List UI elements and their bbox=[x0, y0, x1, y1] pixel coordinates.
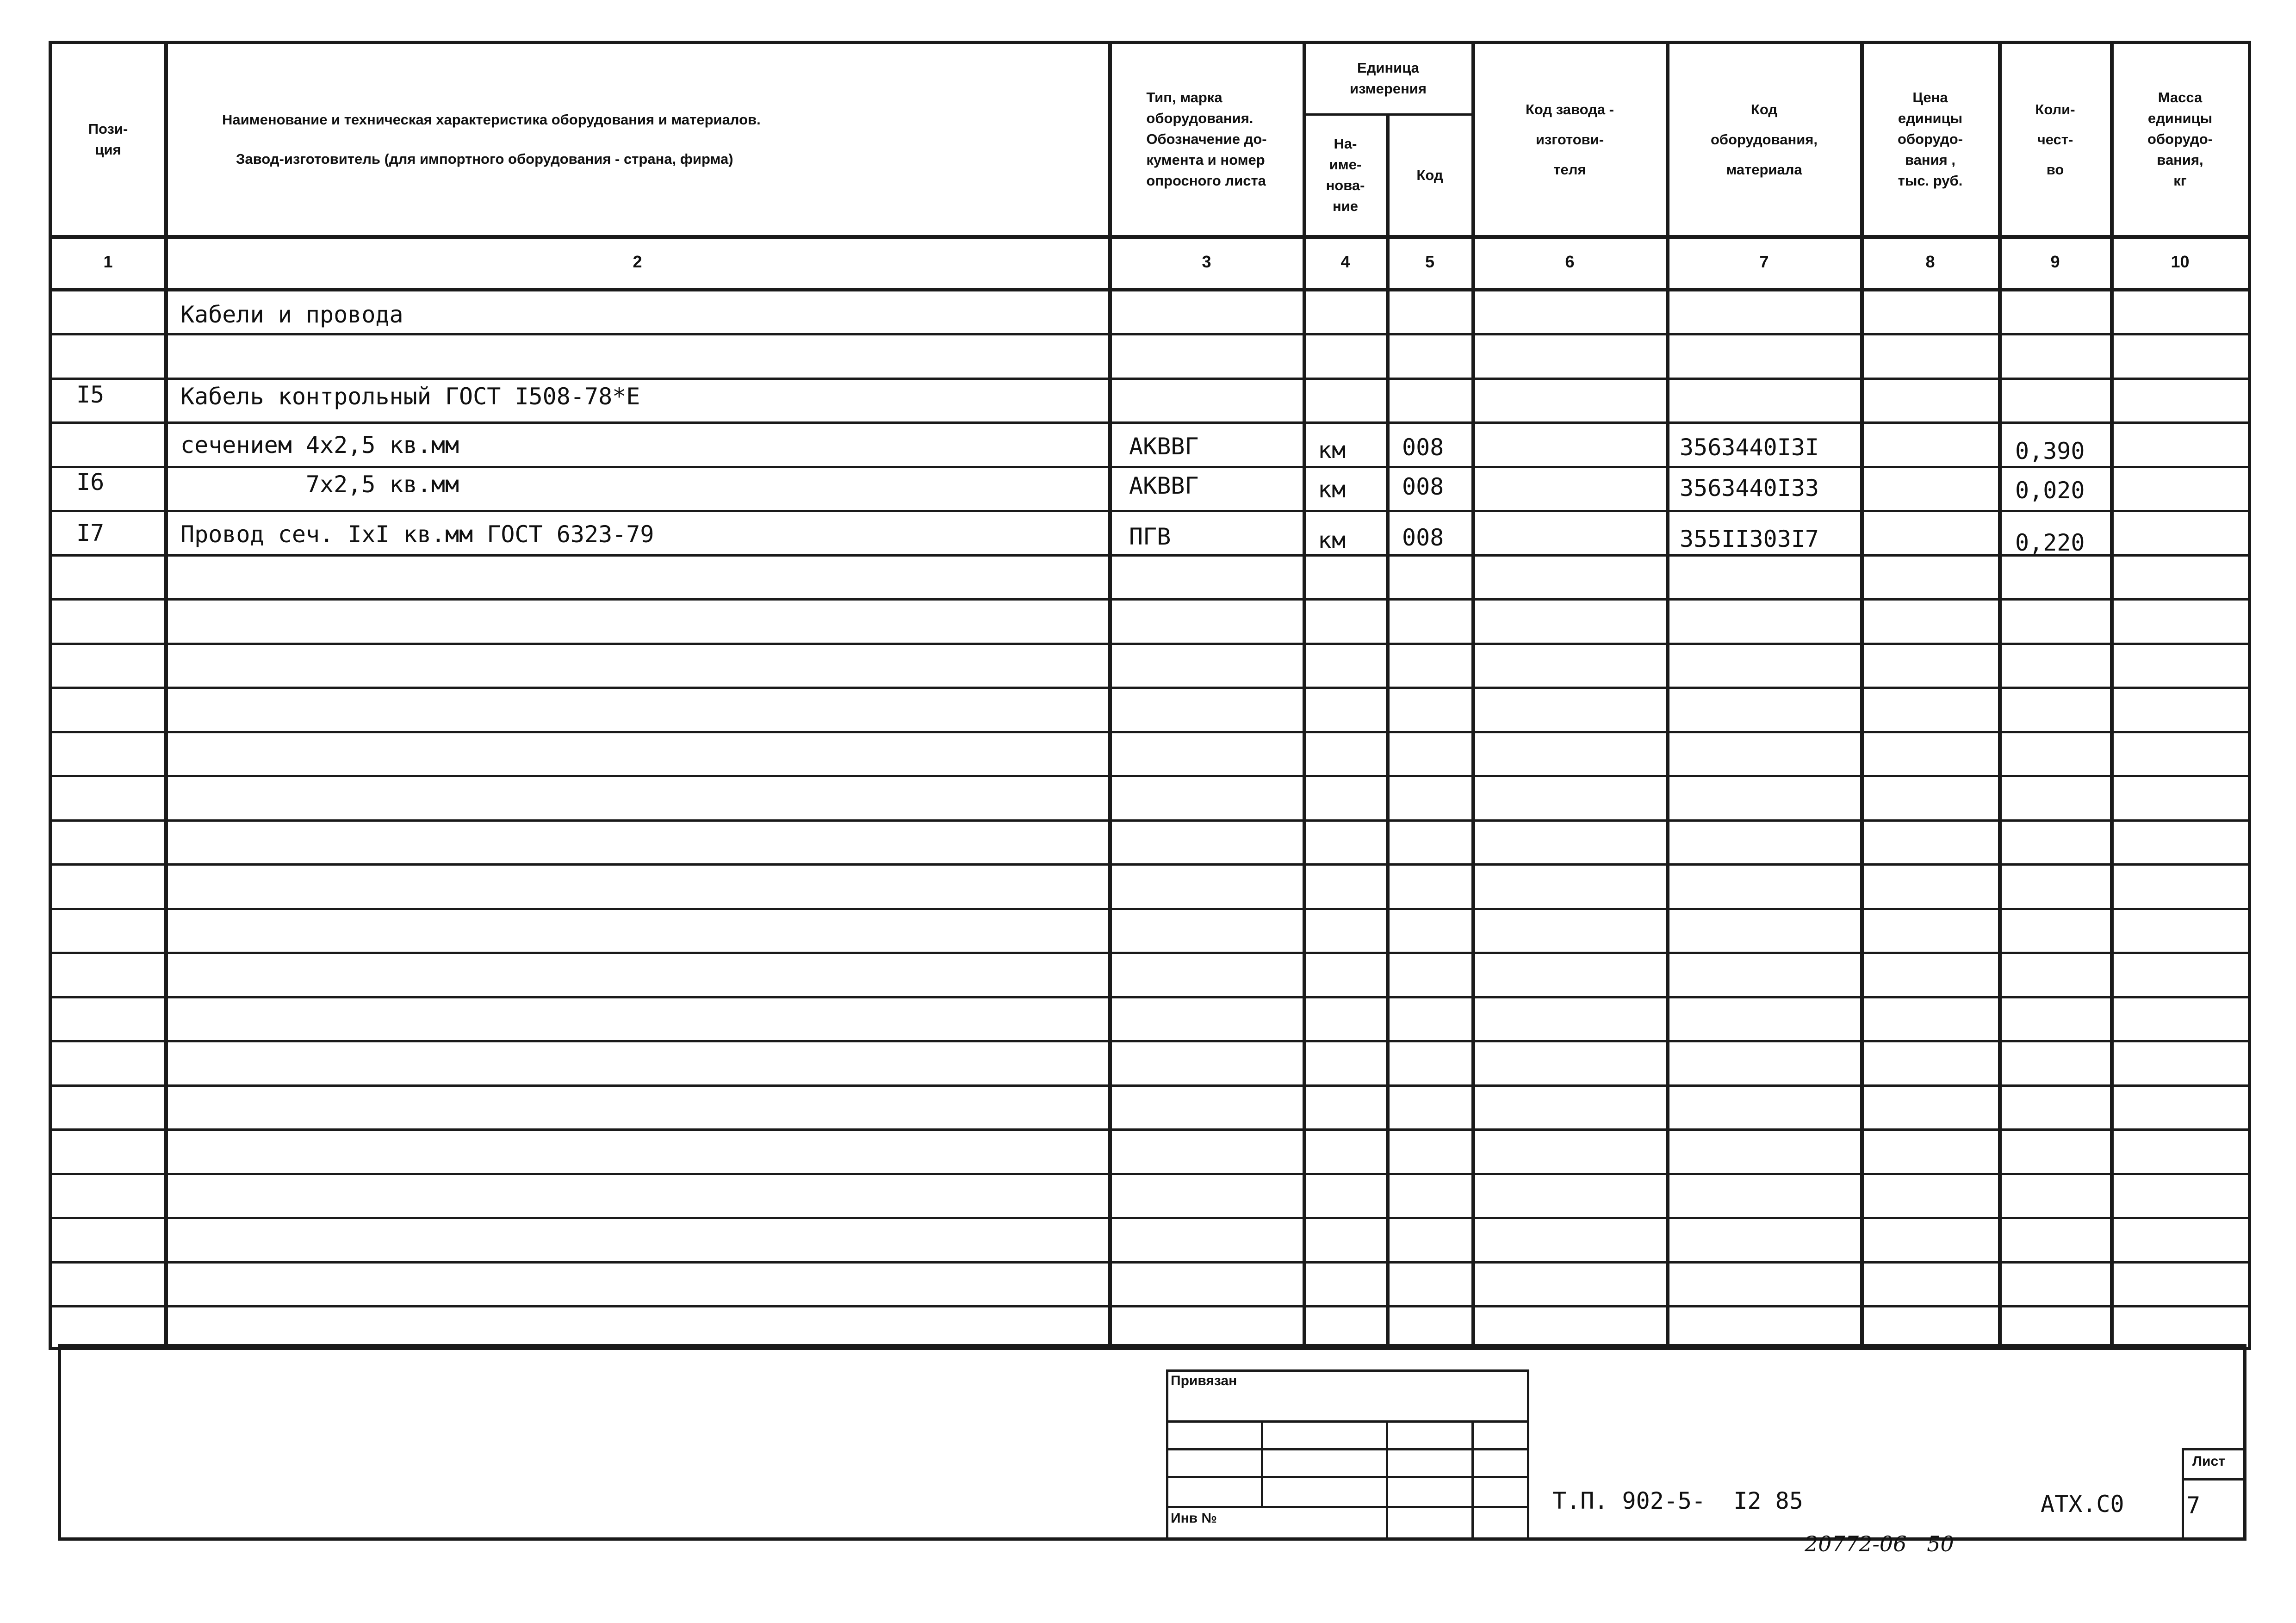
stamp-vline bbox=[1261, 1420, 1263, 1508]
stamp-line bbox=[1166, 1420, 1529, 1423]
header-unit-group: Единица измерения bbox=[1350, 60, 1427, 97]
row-line bbox=[49, 863, 2251, 866]
row-line bbox=[49, 996, 2251, 998]
sheet-box-line bbox=[2182, 1478, 2246, 1481]
col-line-5 bbox=[1471, 41, 1475, 1350]
column-number: 5 bbox=[1425, 252, 1435, 271]
header-name-line1: Наименование и техническая характеристика оборудования и материалов. bbox=[222, 111, 761, 128]
column-number: 6 bbox=[1565, 252, 1575, 271]
row-line bbox=[49, 1040, 2251, 1042]
row-unit-code: 008 bbox=[1402, 473, 1444, 500]
row-line bbox=[49, 466, 2251, 468]
col-line-3 bbox=[1303, 41, 1306, 1350]
row-name: Кабель контрольный ГОСТ I508-78*Е bbox=[180, 383, 640, 410]
row-line bbox=[49, 421, 2251, 424]
row-line bbox=[49, 775, 2251, 777]
row-line bbox=[49, 1305, 2251, 1307]
column-number: 7 bbox=[1759, 252, 1769, 271]
row-line bbox=[49, 952, 2251, 954]
row-line bbox=[49, 333, 2251, 335]
col-line-9 bbox=[2110, 41, 2114, 1350]
column-number: 8 bbox=[1925, 252, 1935, 271]
header-quantity: Коли- чест- во bbox=[2035, 101, 2075, 178]
sheet-code: АТХ.С0 bbox=[2041, 1491, 2124, 1518]
row-name: Кабели и провода bbox=[180, 301, 403, 328]
stamp-frame bbox=[58, 1344, 2246, 1541]
row-line bbox=[49, 554, 2251, 557]
col-line-8 bbox=[1998, 41, 2002, 1350]
row-line bbox=[49, 1084, 2251, 1087]
stamp-vline bbox=[1471, 1420, 1474, 1541]
col-line-2 bbox=[1108, 41, 1112, 1350]
column-number-line bbox=[49, 288, 2251, 291]
stamp-line bbox=[1166, 1448, 1529, 1450]
row-unit-code: 008 bbox=[1402, 524, 1444, 551]
sheet-number: 7 bbox=[2186, 1492, 2201, 1519]
archive-number: 20772-06 50 bbox=[1805, 1531, 1954, 1556]
header-bottom-line bbox=[49, 235, 2251, 239]
bound-label: Привязан bbox=[1171, 1373, 1237, 1388]
row-type: АКВВГ bbox=[1129, 472, 1199, 499]
row-name: сечением 4х2,5 кв.мм bbox=[180, 432, 459, 458]
stamp-vline bbox=[1386, 1420, 1388, 1541]
row-unit: км bbox=[1318, 527, 1346, 554]
row-unit-code: 008 bbox=[1402, 434, 1444, 461]
row-unit: км bbox=[1318, 437, 1346, 464]
sheet-label: Лист bbox=[2192, 1454, 2225, 1469]
col-line-1 bbox=[164, 41, 168, 1350]
row-line bbox=[49, 1128, 2251, 1131]
column-number: 3 bbox=[1202, 252, 1211, 271]
row-name: Провод сеч. IхI кв.мм ГОСТ 6323-79 bbox=[180, 521, 654, 548]
header-position: Пози- ция bbox=[88, 120, 128, 158]
row-quantity: 0,020 bbox=[2015, 477, 2085, 504]
row-line bbox=[49, 1173, 2251, 1175]
row-material-code: 355II303I7 bbox=[1680, 526, 1819, 552]
header-mass: Масса единицы оборудо- вания, кг bbox=[2147, 89, 2213, 189]
row-line bbox=[49, 731, 2251, 733]
row-unit: км bbox=[1318, 476, 1346, 503]
header-price: Цена единицы оборудо- вания , тыс. руб. bbox=[1898, 89, 1963, 189]
column-number: 2 bbox=[633, 252, 642, 271]
header-name bbox=[167, 44, 1108, 235]
row-line bbox=[49, 378, 2251, 380]
document-code: Т.П. 902-5- I2 85 bbox=[1552, 1487, 1803, 1514]
row-line bbox=[49, 687, 2251, 689]
bound-box bbox=[1166, 1369, 1529, 1541]
inventory-label: Инв № bbox=[1171, 1511, 1217, 1526]
row-material-code: 3563440I3I bbox=[1680, 434, 1819, 461]
header-factory-code: Код завода - изготови- теля bbox=[1525, 101, 1614, 178]
row-quantity: 0,220 bbox=[2015, 529, 2085, 556]
column-number: 9 bbox=[2050, 252, 2060, 271]
column-number: 1 bbox=[103, 252, 113, 271]
row-line bbox=[49, 510, 2251, 512]
row-line bbox=[49, 908, 2251, 910]
row-name: 7х2,5 кв.мм bbox=[180, 471, 459, 498]
row-type: ПГВ bbox=[1129, 523, 1171, 550]
header-type: Тип, марка оборудования. Обозначение до- кумента и номер опросного листа bbox=[1146, 89, 1267, 189]
stamp-line bbox=[1166, 1476, 1529, 1478]
header-unit-code: Код bbox=[1416, 167, 1443, 183]
header-unit-name: На- име- нова- ние bbox=[1326, 136, 1365, 214]
row-line bbox=[49, 819, 2251, 822]
header-name-line2: Завод-изготовитель (для импортного оборудования - страна, фирма) bbox=[236, 150, 733, 167]
row-position: I5 bbox=[76, 381, 105, 408]
row-position: I6 bbox=[76, 469, 105, 496]
row-line bbox=[49, 598, 2251, 601]
row-material-code: 3563440I33 bbox=[1680, 475, 1819, 502]
header-material-code: Код оборудования, материала bbox=[1710, 101, 1818, 178]
row-type: АКВВГ bbox=[1129, 433, 1199, 460]
col-line-7 bbox=[1860, 41, 1864, 1350]
row-line bbox=[49, 1261, 2251, 1264]
row-position: I7 bbox=[76, 520, 105, 546]
column-number: 10 bbox=[2171, 252, 2190, 271]
row-line bbox=[49, 643, 2251, 645]
stamp-line bbox=[1166, 1506, 1529, 1508]
row-quantity: 0,390 bbox=[2015, 438, 2085, 465]
col-line-6 bbox=[1666, 41, 1669, 1350]
row-line bbox=[49, 1217, 2251, 1219]
column-number: 4 bbox=[1340, 252, 1350, 271]
